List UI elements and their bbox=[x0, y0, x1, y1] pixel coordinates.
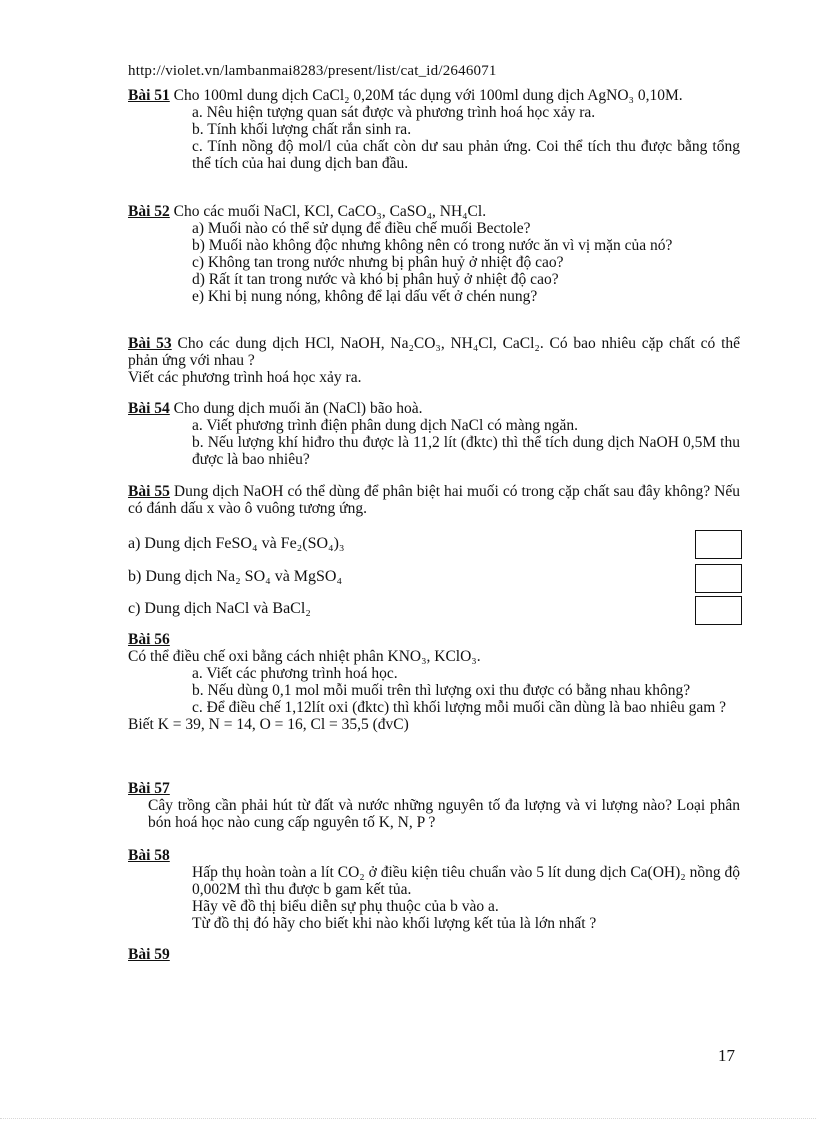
exercise-text: Có thể điều chế oxi bằng cách nhiệt phân KNO₃, KClO₃. bbox=[128, 648, 481, 665]
exercise-text: Dung dịch NaOH có thể dùng để phân biệt hai muối có trong cặp chất sau đây không? Nếu có đánh dấu x vào ô vuông tương ứng. bbox=[128, 483, 741, 517]
item-a: a. Nêu hiện tượng quan sát được và phương trình hoá học xảy ra. bbox=[192, 104, 596, 121]
option-c: c) Dung dịch NaCl và BaCl₂ bbox=[128, 600, 311, 617]
exercise-heading: Bài 55 bbox=[128, 483, 170, 500]
exercise-text: Cây trồng cần phải hút từ đất và nước những nguyên tố đa lượng và vi lượng nào? Loại phân bón hoá học nào cung cấp nguyên tố K, N, P ? bbox=[148, 797, 740, 831]
item-b: b. Nếu lượng khí hiđro thu được là 11,2 lít (đktc) thì thể tích dung dịch NaOH 0,5M thu được là bao nhiêu? bbox=[192, 434, 740, 468]
exercise-text: Cho các muối NaCl, KCl, CaCO₃, CaSO₄, NH₄Cl. bbox=[173, 203, 487, 220]
checkbox-b[interactable] bbox=[695, 564, 742, 593]
item-b: b. Tính khối lượng chất rắn sinh ra. bbox=[192, 121, 412, 138]
exercise-text: Hấp thụ hoàn toàn a lít CO₂ ở điều kiện tiêu chuẩn vào 5 lít dung dịch Ca(OH)₂ nồng độ 0,002M thì thu được b gam kết tủa. bbox=[192, 864, 740, 898]
exercise-51 bbox=[128, 87, 740, 172]
atomic-masses: Biết K = 39, N = 14, O = 16, Cl = 35,5 (đvC) bbox=[128, 716, 409, 733]
exercise-58 bbox=[128, 847, 740, 932]
item-d: d) Rất ít tan trong nước và khó bị phân huỷ ở nhiệt độ cao? bbox=[192, 271, 559, 288]
exercise-heading: Bài 52 bbox=[128, 203, 170, 220]
checkbox-a[interactable] bbox=[695, 530, 742, 559]
source-url: http://violet.vn/lambanmai8283/present/list/cat_id/2646071 bbox=[128, 63, 497, 79]
exercise-text: Cho 100ml dung dịch CaCl₂ 0,20M tác dụng với 100ml dung dịch AgNO₃ 0,10M. bbox=[173, 87, 683, 104]
item-a: a. Viết các phương trình hoá học. bbox=[192, 665, 398, 682]
exercise-57 bbox=[128, 780, 740, 831]
item-b: b. Nếu dùng 0,1 mol mỗi muối trên thì lượng oxi thu được có bằng nhau không? bbox=[192, 682, 691, 699]
exercise-line: Từ đồ thị đó hãy cho biết khi nào khối lượng kết tủa là lớn nhất ? bbox=[192, 915, 597, 932]
exercise-55 bbox=[128, 483, 740, 517]
exercise-text: Cho các dung dịch HCl, NaOH, Na₂CO₃, NH₄Cl, CaCl₂. Có bao nhiêu cặp chất có thể phản ứng với nhau ? bbox=[128, 335, 741, 369]
exercise-text: Cho dung dịch muối ăn (NaCl) bão hoà. bbox=[173, 400, 423, 417]
page-number: 17 bbox=[718, 1046, 735, 1065]
exercise-heading: Bài 51 bbox=[128, 87, 170, 104]
exercise-heading: Bài 54 bbox=[128, 400, 170, 417]
exercise-line: Hãy vẽ đồ thị biểu diễn sự phụ thuộc của b vào a. bbox=[192, 898, 499, 915]
exercise-56 bbox=[128, 631, 740, 733]
checkbox-c[interactable] bbox=[695, 596, 742, 625]
exercise-heading: Bài 57 bbox=[128, 780, 170, 797]
option-a: a) Dung dịch FeSO₄ và Fe₂(SO₄)₃ bbox=[128, 535, 345, 552]
item-a: a. Viết phương trình điện phân dung dịch NaCl có màng ngăn. bbox=[192, 417, 579, 434]
item-b: b) Muối nào không độc nhưng không nên có trong nước ăn vì vị mặn của nó? bbox=[192, 237, 673, 254]
exercise-heading: Bài 56 bbox=[128, 631, 170, 648]
exercise-heading: Bài 58 bbox=[128, 847, 170, 864]
page-bottom-border bbox=[0, 1118, 816, 1119]
exercise-heading: Bài 53 bbox=[128, 335, 172, 352]
option-b: b) Dung dịch Na₂ SO₄ và MgSO₄ bbox=[128, 568, 343, 585]
exercise-54 bbox=[128, 400, 740, 468]
item-a: a) Muối nào có thể sử dụng để điều chế muối Bectole? bbox=[192, 220, 531, 237]
exercise-52 bbox=[128, 203, 740, 305]
item-c: c. Tính nồng độ mol/l của chất còn dư sau phản ứng. Coi thể tích thu được bằng tổng thể tích của hai dung dịch ban đầu. bbox=[192, 138, 740, 172]
exercise-59 bbox=[128, 946, 740, 963]
item-e: e) Khi bị nung nóng, không để lại dấu vết ở chén nung? bbox=[192, 288, 538, 305]
exercise-heading: Bài 59 bbox=[128, 946, 170, 963]
item-c: c. Để điều chế 1,12lít oxi (đktc) thì khối lượng mỗi muối cần dùng là bao nhiêu gam ? bbox=[192, 699, 727, 716]
item-c: c) Không tan trong nước nhưng bị phân huỷ ở nhiệt độ cao? bbox=[192, 254, 564, 271]
exercise-line: Viết các phương trình hoá học xảy ra. bbox=[128, 369, 362, 386]
exercise-53 bbox=[128, 335, 740, 386]
